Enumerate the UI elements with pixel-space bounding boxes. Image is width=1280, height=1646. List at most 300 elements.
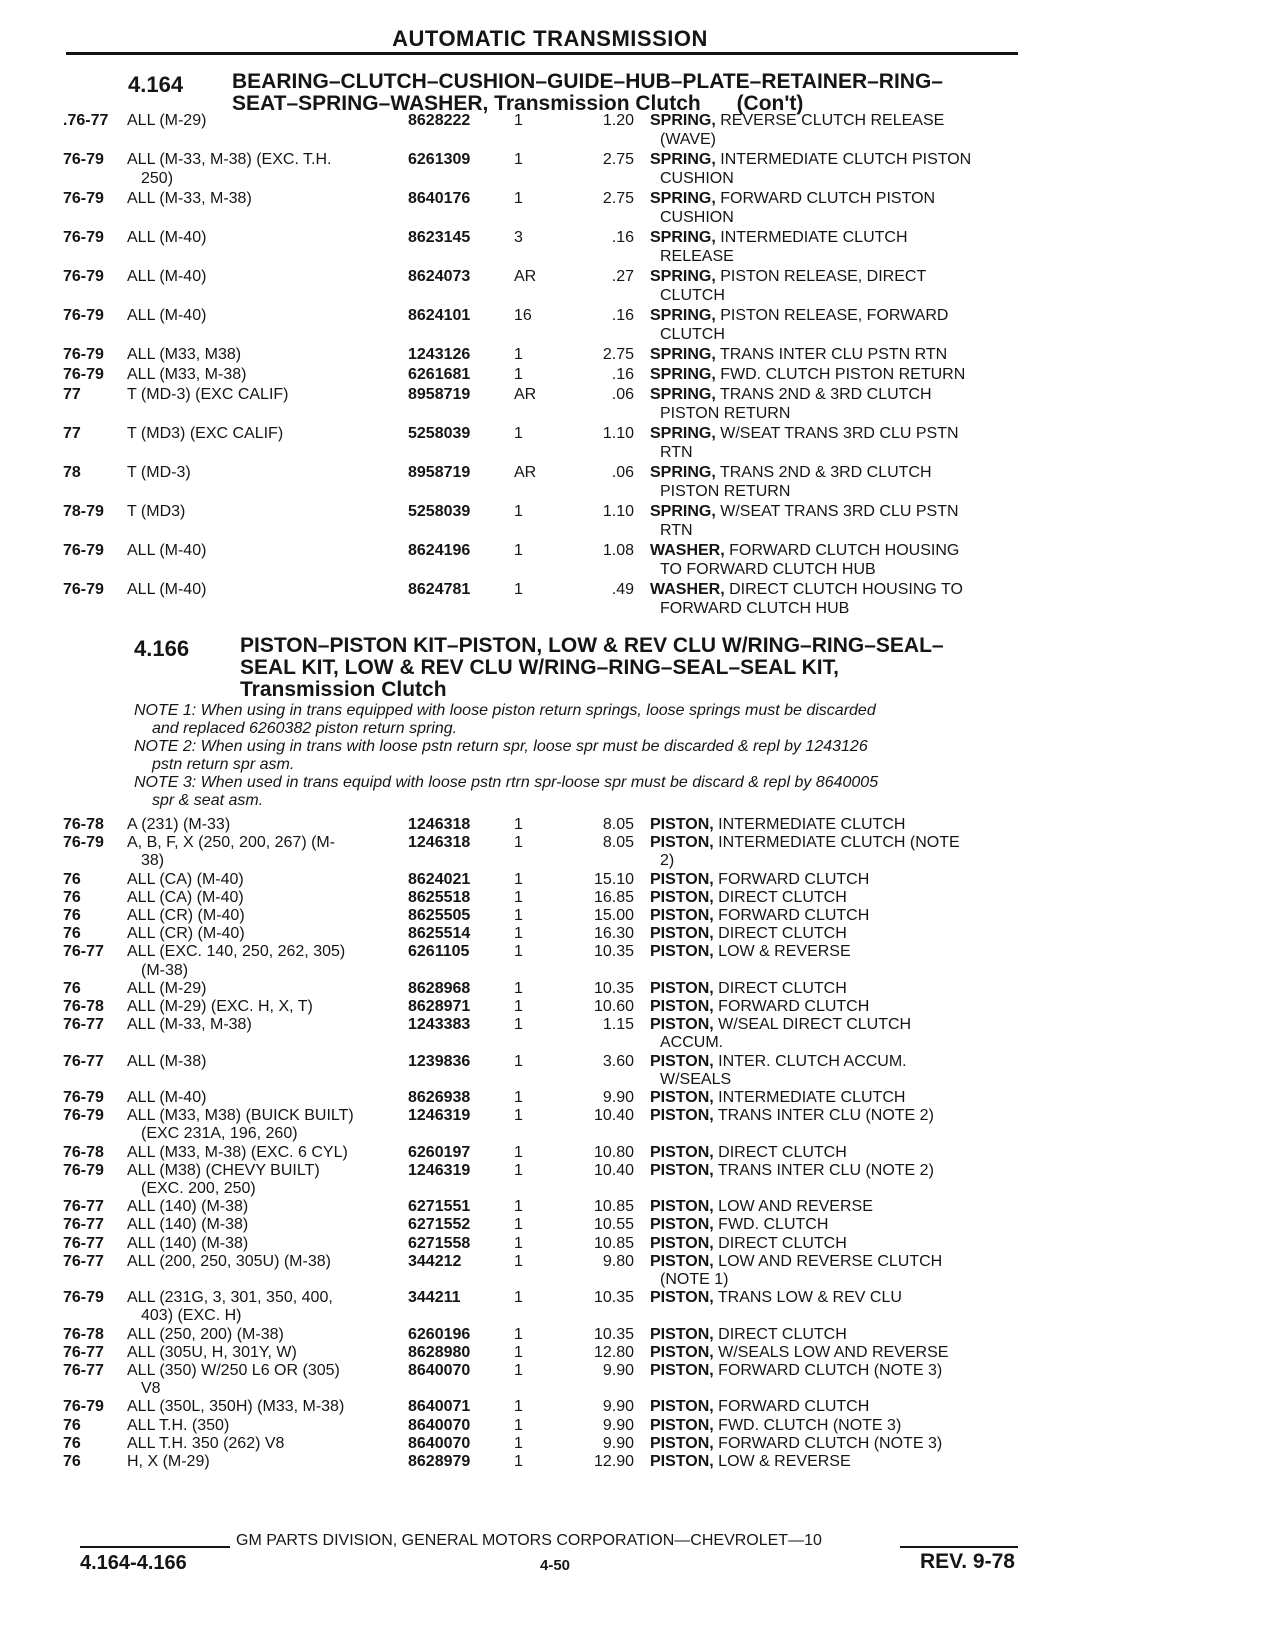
footer-page-number: 4-50 [540,1557,571,1574]
description-text: DIRECT CLUTCH [718,1325,847,1343]
description-text: FORWARD CLUTCH HOUSING [729,542,960,559]
application-text: ALL (M-40) [127,581,207,598]
description [650,1089,1030,1107]
application-text: ALL (250, 200) (M-38) [127,1325,284,1343]
description-text: REVERSE CLUTCH RELEASE [720,112,945,129]
part-number: 1246319 [408,1161,471,1179]
header-rule [66,52,1018,55]
parts-row [0,871,1280,891]
description-text: FWD. CLUTCH PISTON RETURN [720,366,966,383]
description-text: FORWARD CLUTCH [718,1398,870,1416]
description-keyword: SPRING, [650,425,716,442]
description-keyword: PISTON, [650,1453,714,1470]
part-number: 8626938 [408,1089,471,1106]
part-number: 8640176 [408,190,471,207]
quantity: 1 [514,581,523,598]
note-line: NOTE 3: When used in trans equipd with loose pstn rtrn spr-loose spr must be discard & repl by 8640005 [134,774,879,791]
note-line: NOTE 2: When using in trans with loose pstn return spr, loose spr must be discarded & repl by 1243126 [134,738,868,755]
note-line: NOTE 1: When using in trans equipped with loose piston return springs, loose springs must be discarded [134,702,876,719]
description-text: TRANS INTER CLU PSTN RTN [719,346,948,363]
description-keyword: PISTON, [650,1289,714,1307]
part-number: 6271551 [408,1198,471,1216]
model-years: 76-77 [63,943,104,961]
part-number: 1246318 [408,834,471,852]
description-keyword: PISTON, [650,1198,714,1216]
part-number: 8958719 [408,386,471,403]
section-title-line-1: BEARING–CLUTCH–CUSHION–GUIDE–HUB–PLATE–RETAINER–RING– [232,70,943,93]
model-years: 76-77 [63,1052,104,1070]
application-continued: 38) [141,852,165,870]
application [127,834,407,852]
description [650,1162,1030,1180]
parts-row-continuation [0,1380,1280,1400]
model-years: 76 [63,1453,81,1470]
description [650,268,1030,286]
quantity: 1 [514,979,523,997]
price: .16 [611,366,634,383]
note-line-continued: and replaced 6260382 piston return spring. [152,720,458,737]
application-text: ALL (M-29) [127,112,207,129]
parts-row [0,268,1280,288]
model-years: 76-79 [63,229,104,246]
section-number: 4.164 [128,72,184,97]
application-text: ALL (M-29) (EXC. H, X, T) [127,998,313,1015]
description-keyword: SPRING, [650,307,716,324]
description-text: TRANS LOW & REV CLU [717,1289,902,1307]
section-title-line-3: Transmission Clutch [240,678,447,701]
description [650,1053,1030,1071]
description [650,1289,1030,1307]
quantity: 1 [514,925,523,943]
model-years: 77 [63,425,81,442]
application-continued: 250) [141,170,174,187]
part-number: 6260196 [408,1325,471,1343]
part-number: 8624073 [408,268,471,285]
part-number: 6261309 [408,151,471,168]
description-keyword: SPRING, [650,190,716,207]
description-text: W/SEAT TRANS 3RD CLU PSTN [720,425,959,442]
description-text: FORWARD CLUTCH [718,870,870,888]
description-text: LOW AND REVERSE CLUTCH [718,1252,943,1270]
parts-row [0,1144,1280,1164]
model-years: 76-78 [63,1325,104,1343]
application-text: ALL (M33, M38) (BUICK BUILT) [127,1107,354,1125]
application [127,1362,407,1380]
part-number: 1246318 [408,816,471,833]
description [650,1107,1030,1125]
quantity: 1 [514,1107,523,1125]
description [650,425,1030,443]
model-years: 76-78 [63,1143,104,1161]
description-keyword: SPRING, [650,503,716,520]
description-keyword: PISTON, [650,1234,714,1252]
parts-row-continuation [0,170,1280,190]
application-text: ALL T.H. (350) [127,1416,230,1434]
price: 1.20 [602,112,634,129]
quantity: 1 [514,1416,523,1434]
description-keyword: PISTON, [650,1107,714,1125]
application [127,1216,407,1234]
description [650,1235,1030,1253]
application-text: ALL (M-33, M-38) [127,1016,252,1034]
application [127,871,407,889]
description-text: DIRECT CLUTCH [718,1234,847,1252]
price: 12.90 [593,1453,634,1470]
part-number: 6261681 [408,366,471,383]
application-continued: (M-38) [141,961,189,979]
price: 1.10 [602,503,634,520]
parts-row [0,1016,1280,1036]
application-text: ALL (CR) (M-40) [127,925,245,943]
application [127,1326,407,1344]
description-text: INTERMEDIATE CLUTCH [718,1089,906,1106]
parts-row [0,1398,1280,1418]
part-number: 6271552 [408,1216,471,1234]
page-header-title: AUTOMATIC TRANSMISSION [392,26,708,51]
description-keyword: SPRING, [650,346,716,363]
model-years: 76-77 [63,1252,104,1270]
section-title-bold: SEAT–SPRING–WASHER, [232,92,489,115]
application-text: ALL (200, 250, 305U) (M-38) [127,1252,331,1270]
description-keyword: SPRING, [650,229,716,246]
part-number: 8628979 [408,1453,471,1470]
part-number: 8624781 [408,581,471,598]
parts-row [0,1453,1280,1473]
description-keyword: PISTON, [650,834,714,852]
parts-row-continuation [0,444,1280,464]
parts-row-continuation [0,600,1280,620]
parts-row [0,1053,1280,1073]
section-title-suffix: (Con't) [736,92,804,115]
description-keyword: PISTON, [650,1416,714,1434]
application [127,1162,407,1180]
application-text: ALL (305U, H, 301Y, W) [127,1343,297,1361]
quantity: 1 [514,1252,523,1270]
description-keyword: PISTON, [650,1143,714,1161]
model-years: 76-77 [63,1234,104,1252]
application [127,581,407,599]
application [127,1289,407,1307]
description-keyword: PISTON, [650,816,714,833]
quantity: 1 [514,1216,523,1234]
application-text: H, X (M-29) [127,1453,210,1470]
description-text: PISTON RELEASE, FORWARD [720,307,949,324]
description-text: W/SEAL DIRECT CLUTCH [718,1016,912,1034]
model-years: 76-79 [63,268,104,285]
footer-revision: REV. 9-78 [920,1550,1015,1573]
application-text: ALL (231G, 3, 301, 350, 400, [127,1289,333,1307]
model-years: 76-79 [63,307,104,324]
description-continued: RTN [660,522,693,539]
parts-row-continuation [0,483,1280,503]
application [127,816,407,834]
price: 3.60 [602,1052,634,1070]
description-keyword: SPRING, [650,366,716,383]
description [650,1362,1030,1380]
parts-row-continuation [0,962,1280,982]
model-years: 76-79 [63,1161,104,1179]
quantity: 1 [514,1289,523,1307]
description-keyword: WASHER, [650,581,725,598]
price: 10.40 [593,1161,634,1179]
parts-row [0,998,1280,1018]
part-number: 8628968 [408,979,471,997]
price: .06 [611,386,634,403]
application-text: ALL (EXC. 140, 250, 262, 305) [127,943,346,961]
price: 8.05 [602,834,634,852]
model-years: 77 [63,386,81,403]
description-text: FORWARD CLUTCH (NOTE 3) [718,1434,943,1452]
model-years: 76 [63,1434,81,1452]
price: 12.80 [593,1343,634,1361]
description-continued: CLUTCH [660,287,725,304]
application [127,1344,407,1362]
quantity: 1 [514,112,523,129]
part-number: 1243383 [408,1016,471,1034]
application [127,1253,407,1271]
quantity: 1 [514,366,523,383]
quantity: 1 [514,1343,523,1361]
part-number: 1243126 [408,346,471,363]
parts-row [0,346,1280,366]
parts-row [0,425,1280,445]
description-continued: (WAVE) [660,131,716,148]
parts-row-continuation [0,852,1280,872]
description [650,925,1030,943]
parts-row-continuation [0,405,1280,425]
application-text: ALL (CR) (M-40) [127,907,245,924]
description-text: DIRECT CLUTCH [718,925,847,943]
quantity: 1 [514,998,523,1015]
model-years: 76-77 [63,1362,104,1379]
application-text: ALL T.H. 350 (262) V8 [127,1434,285,1452]
application-text: ALL (M33, M38) [127,346,242,363]
application [127,1016,407,1034]
quantity: 16 [514,307,532,324]
parts-row [0,229,1280,249]
parts-row [0,925,1280,945]
quantity: 1 [514,834,523,852]
application [127,346,407,364]
price: 9.90 [602,1362,634,1379]
model-years: 76-79 [63,581,104,598]
application [127,889,407,907]
description-continued: ACCUM. [660,1034,724,1052]
description-text: DIRECT CLUTCH [718,888,847,906]
quantity: 1 [514,1198,523,1216]
quantity: 1 [514,1234,523,1252]
price: 10.55 [593,1216,634,1234]
application-text: ALL (M-33, M-38) [127,190,252,207]
part-number: 344212 [408,1252,462,1270]
parts-row [0,1289,1280,1309]
application-text: T (MD3) [127,503,186,520]
description-keyword: PISTON, [650,1052,714,1070]
quantity: 3 [514,229,523,246]
application-text: ALL (M-33, M-38) (EXC. T.H. [127,151,332,168]
description [650,816,1030,834]
model-years: 76-77 [63,1198,104,1216]
description [650,112,1030,130]
description-continued: W/SEALS [660,1070,732,1088]
part-number: 8640071 [408,1398,471,1416]
parts-row [0,581,1280,601]
application-text: T (MD-3) (EXC CALIF) [127,386,289,403]
parts-row [0,503,1280,523]
price: 10.35 [593,979,634,997]
model-years: 76-79 [63,1289,104,1307]
description [650,229,1030,247]
application [127,151,407,169]
application [127,1107,407,1125]
application [127,998,407,1016]
description [650,1326,1030,1344]
section-number: 4.166 [134,636,190,661]
quantity: 1 [514,1362,523,1379]
description [650,366,1030,384]
part-number: 8958719 [408,464,471,481]
application [127,943,407,961]
description-continued: CUSHION [660,209,734,226]
application [127,503,407,521]
price: 1.08 [602,542,634,559]
part-number: 8628971 [408,998,471,1015]
description [650,307,1030,325]
model-years: 76-77 [63,1343,104,1361]
price: 2.75 [602,346,634,363]
application [127,1453,407,1471]
description-text: W/SEAT TRANS 3RD CLU PSTN [720,503,959,520]
application-text: ALL (M33, M-38) [127,366,247,383]
description-text: INTER. CLUTCH ACCUM. [718,1052,907,1070]
application [127,307,407,325]
parts-row [0,1198,1280,1218]
description-keyword: SPRING, [650,112,716,129]
application-continued: 403) (EXC. H) [141,1307,242,1325]
parts-row [0,1344,1280,1364]
description-text: DIRECT CLUTCH [718,1143,847,1161]
parts-row [0,1435,1280,1455]
description-continued: 2) [660,852,675,870]
parts-row-continuation [0,1180,1280,1200]
application-text: ALL (M-40) [127,1089,207,1106]
parts-row-continuation [0,287,1280,307]
model-years: 76-78 [63,998,104,1015]
price: 2.75 [602,190,634,207]
price: 10.35 [593,943,634,961]
footer-section-range: 4.164-4.166 [80,1552,187,1574]
section-title-line-2: SEAL KIT, LOW & REV CLU W/RING–RING–SEAL–SEAL KIT, [240,656,839,679]
description-text: INTERMEDIATE CLUTCH (NOTE [718,834,960,852]
price: 10.35 [593,1325,634,1343]
footer-publisher: GM PARTS DIVISION, GENERAL MOTORS CORPORATION—CHEVROLET—10 [236,1532,822,1549]
part-number: 1239836 [408,1052,471,1070]
application-text: ALL (CA) (M-40) [127,888,244,906]
description-text: TRANS 2ND & 3RD CLUTCH [719,386,932,403]
description-text: INTERMEDIATE CLUTCH PISTON [720,151,972,168]
description-keyword: PISTON, [650,943,714,961]
price: .16 [611,307,634,324]
description-keyword: PISTON, [650,1161,714,1179]
part-number: 6260197 [408,1143,471,1161]
description [650,998,1030,1016]
application [127,1398,407,1416]
model-years: .76-77 [63,112,109,129]
quantity: 1 [514,816,523,833]
application-text: ALL (350L, 350H) (M33, M-38) [127,1398,345,1416]
part-number: 8625514 [408,925,471,943]
application-text: ALL (M33, M-38) (EXC. 6 CYL) [127,1143,348,1161]
parts-row [0,889,1280,909]
application-text: T (MD3) (EXC CALIF) [127,425,284,442]
application [127,1417,407,1435]
description-keyword: PISTON, [650,1434,714,1452]
parts-row-continuation [0,1071,1280,1091]
description-keyword: PISTON, [650,1016,714,1034]
parts-row [0,542,1280,562]
description [650,581,1030,599]
parts-row [0,834,1280,854]
model-years: 76-79 [63,346,104,363]
description-text: PISTON RELEASE, DIRECT [720,268,927,285]
model-years: 78 [63,464,81,481]
quantity: 1 [514,1143,523,1161]
description-text: FORWARD CLUTCH [718,998,870,1015]
part-number: 6271558 [408,1234,471,1252]
application [127,112,407,130]
parts-row [0,151,1280,171]
quantity: 1 [514,1052,523,1070]
application [127,1435,407,1453]
model-years: 76 [63,907,81,924]
model-years: 76-79 [63,834,104,852]
parts-row [0,190,1280,210]
parts-row [0,943,1280,963]
parts-row [0,1235,1280,1255]
description-keyword: PISTON, [650,925,714,943]
price: 9.90 [602,1416,634,1434]
price: 10.85 [593,1198,634,1216]
quantity: 1 [514,1398,523,1416]
parts-row [0,907,1280,927]
description [650,834,1030,852]
note-line-continued: pstn return spr asm. [152,756,295,773]
application-continued: (EXC 231A, 196, 260) [141,1125,298,1143]
application [127,190,407,208]
quantity: 1 [514,190,523,207]
description [650,151,1030,169]
description-keyword: PISTON, [650,1216,714,1234]
part-number: 8625518 [408,888,471,906]
application [127,229,407,247]
quantity: 1 [514,943,523,961]
parts-row [0,1216,1280,1236]
parts-row-continuation [0,1271,1280,1291]
description-text: DIRECT CLUTCH [718,979,847,997]
description [650,1453,1030,1471]
description-continued: TO FORWARD CLUTCH HUB [660,561,876,578]
application-continued: (EXC. 200, 250) [141,1180,256,1197]
parts-row [0,464,1280,484]
parts-row [0,1107,1280,1127]
footer-rule-left [80,1546,230,1548]
price: 16.85 [593,888,634,906]
parts-row [0,112,1280,132]
parts-row [0,980,1280,1000]
part-number: 8640070 [408,1362,471,1379]
parts-row-continuation [0,131,1280,151]
quantity: 1 [514,1016,523,1034]
